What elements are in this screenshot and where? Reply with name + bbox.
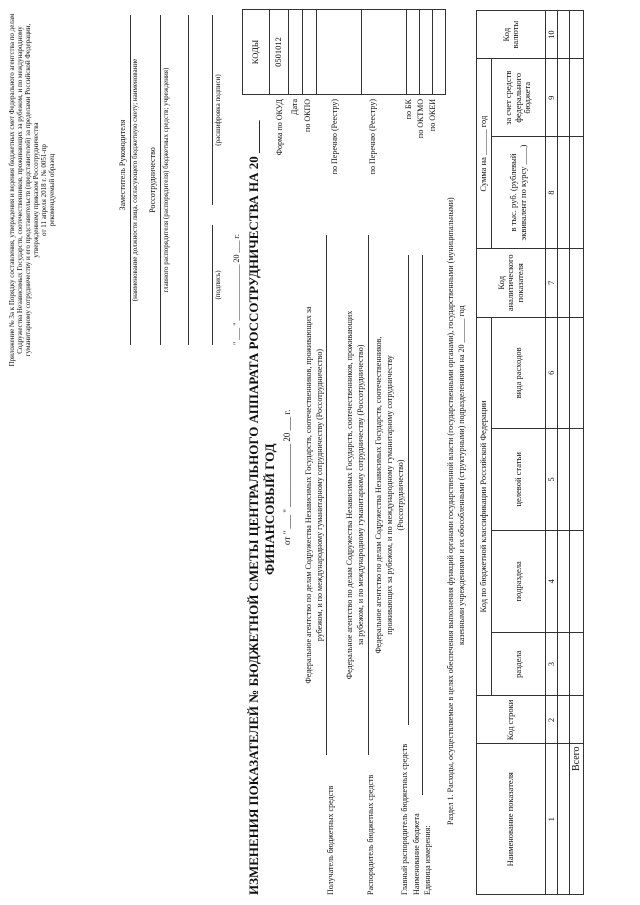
num-cell: 2 (546, 696, 558, 744)
document-date: от " ___ " ______________ 20 ___ г. (282, 409, 292, 545)
num-cell: 10 (546, 11, 558, 59)
approver-title: Заместитель Руководителя (118, 119, 127, 211)
col-cur: за счет средств федерального бюджета (492, 59, 546, 137)
approver-org-caption: главного распорядителя (распорядителя) бюджетных средств; учреждения) (162, 67, 170, 293)
manager-value-2: за рубежом, и по международному гуманитарному сотрудничеству (Россотрудничество) (356, 344, 365, 646)
chief-value-1: Федеральное агентство по делам Содружества Независимых Государств, соотечественников, (374, 336, 383, 654)
oktmo-value[interactable] (420, 10, 433, 95)
col-code-row: Код строки (477, 696, 546, 744)
num-cell: 7 (546, 248, 558, 317)
bk-value[interactable] (407, 10, 420, 95)
recipient-label: Получатель бюджетных средств (326, 785, 335, 895)
okei-label: по ОКЕИ (428, 99, 437, 132)
expense-table (476, 10, 584, 895)
okpo-label: по ОКПО (303, 99, 312, 132)
num-cell: 9 (546, 59, 558, 137)
okpo-value[interactable] (303, 10, 317, 95)
approver-caption: (наименование должности лица, согласующего бюджетную смету; наименование (131, 58, 139, 302)
num-cell: 1 (546, 744, 558, 895)
unit-label: Единица измерения: (423, 825, 432, 895)
perechen2-value[interactable] (362, 10, 407, 95)
approval-line: от 11 апреля 2018 г. № 0051-пр (40, 144, 48, 236)
col-razdel: раздела (492, 632, 546, 695)
col-bk: Код по бюджетной классификации Российской Федерации (477, 317, 492, 696)
col-rub: в тыс. руб. (рублевый эквивалент по курсу ____) (492, 137, 546, 249)
chief-value-3: (Россотрудничество) (396, 459, 405, 531)
chief-label: Главный распорядитель бюджетных средств (400, 743, 409, 895)
sign-caption: (подпись) (214, 270, 222, 300)
col-name: Наименование показателя (477, 744, 546, 895)
table-row-total (570, 11, 584, 895)
oktmo-label: по ОКТМО (416, 99, 425, 139)
approval-line: рекомендуемый образец (48, 153, 56, 227)
section-title-2: казенными учреждениями и их обособленными (структурными) подразделениями на 20 ______ год (457, 305, 466, 645)
budget-label: Наименование бюджета (412, 813, 421, 895)
col-vr: вида расходов (492, 317, 546, 428)
chief-value-2: проживающих за рубежом, и по международному гуманитарному сотрудничеству (385, 355, 394, 635)
manager-value-1: Федеральное агентство по делам Содружества Независимых Государств, соотечественников, проживающих (345, 310, 354, 680)
col-cs: целевой статьи (492, 428, 546, 530)
okud-label: Форма по ОКУД (275, 99, 284, 156)
approval-date: " ___ " ______________ 20 ___ г. (232, 234, 241, 345)
date-label: Дата (290, 99, 299, 115)
table-row (558, 11, 570, 895)
col-sum: Сумма на ______ год (477, 59, 492, 249)
decode-caption: (расшифровка подписи) (214, 74, 222, 146)
section-title-1: Раздел 1. Расходы, осуществляемые в целях обеспечения выполнения функций органами государственной власти (государственными органами), государственными (муниципальными) (446, 197, 455, 825)
num-cell: 3 (546, 632, 558, 695)
num-cell: 6 (546, 317, 558, 428)
document-title: ИЗМЕНЕНИЯ ПОКАЗАТЕЛЕЙ № БЮДЖЕТНОЙ СМЕТЫ ЦЕНТРАЛЬНОГО АППАРАТА РОССОТРУДНИЧЕСТВА НА 20 _____ (246, 120, 261, 895)
perechen1-value[interactable] (317, 10, 362, 95)
recipient-value-2: рубежом, и по международному гуманитарному сотрудничеству (Россотрудничество) (315, 348, 324, 642)
okei-value[interactable] (433, 10, 446, 95)
codes-header: КОДЫ (243, 10, 270, 95)
manager-label: Распорядитель бюджетных средств (366, 774, 375, 895)
approval-line: утвержденному приказом Россотрудничества (32, 122, 40, 258)
num-cell: 4 (546, 530, 558, 632)
approval-line: Приложение № 3а к Порядку составления, утверждения и ведения бюджетных смет Федерального агентства по делам (8, 13, 16, 367)
bk-label: по БК (404, 99, 413, 120)
date-value[interactable] (289, 10, 303, 95)
approver-org: Россотрудничество (148, 147, 157, 213)
okud-value: 0501012 (270, 10, 289, 95)
col-valcode: Код валюты (477, 11, 546, 59)
approval-line: гуманитарному сотрудничеству и его представительств (представителей) за пределами Российской Федерации, (24, 23, 32, 357)
col-podrazdel: подраздела (492, 530, 546, 632)
total-label: Всего (570, 744, 584, 895)
perechen1-label: по Перечню (Реестру) (330, 99, 339, 175)
recipient-value-1: Федеральное агентство по делам Содружества Независимых Государств, соотечественников, проживающих за (304, 306, 313, 684)
document-title-line2: ФИНАНСОВЫЙ ГОД (262, 443, 277, 575)
table-row (546, 11, 558, 895)
col-analytic: Код аналитического показателя (477, 248, 546, 317)
approval-line: Содружества Независимых Государств, соотечественников, проживающих за рубежом, и по международному (16, 26, 24, 354)
num-cell: 5 (546, 428, 558, 530)
approval-block (8, 10, 56, 370)
perechen2-label: по Перечню (Реестру) (368, 99, 377, 175)
num-cell: 8 (546, 137, 558, 249)
